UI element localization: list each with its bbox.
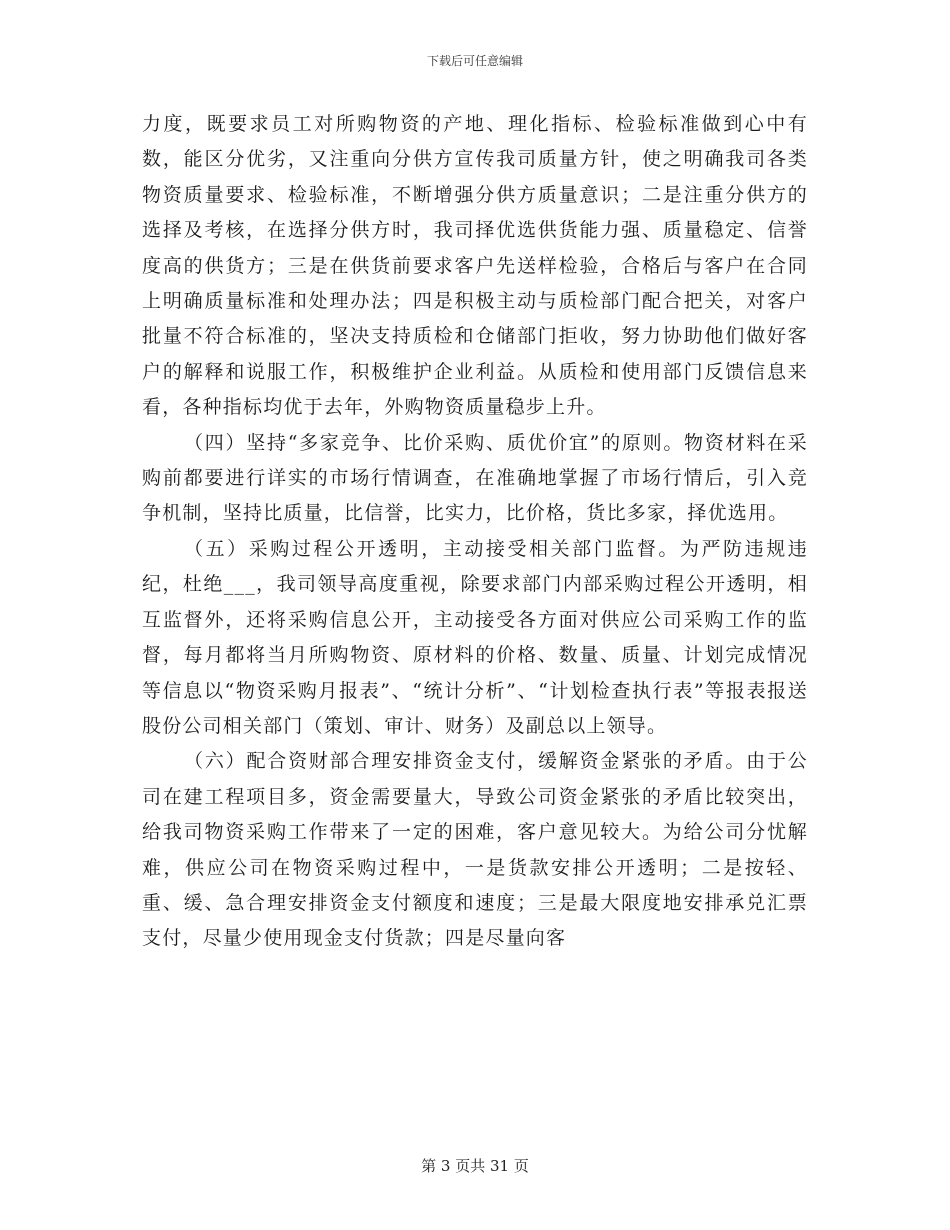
paragraph-continuation: 力度，既要求员工对所购物资的产地、理化指标、检验标准做到心中有数，能区分优劣，又注重向分供方宣传我司质量方针，使之明确我司各类物资质量要求、检验标准，不断增强分供方质量意识；二是注重分供方的选择及考核，在选择分供方时，我司择优选供货能力强、质量稳定、信誉度高的供货方；三是在供货前要求客户先送样检验，合格后与客户在合同上明确质量标准和处理办法；四是积极主动与质检部门配合把关，对客户批量不符合标准的，坚决支持质检和仓储部门拒收，努力协助他们做好客户的解释和说服工作，积极维护企业利益。从质检和使用部门反馈信息来看，各种指标均优于去年，外购物资质量稳步上升。 <box>142 113 808 419</box>
page-middle: 页共 <box>455 1157 486 1175</box>
page-prefix: 第 <box>421 1157 437 1175</box>
page-header: 下载后可任意编辑 <box>426 54 523 68</box>
paragraph-section-4: （四）坚持“多家竞争、比价采购、质优价宜”的原则。物资材料在采购前都要进行详实的市场行情调查，在准确地掌握了市场行情后，引入竞争机制，坚持比质量，比信誉，比实力，比价格，货比多家，择优选用。 <box>142 431 808 525</box>
page-total: 31 <box>490 1157 510 1175</box>
document-body <box>142 107 808 957</box>
paragraph-section-5: （五）采购过程公开透明，主动接受相关部门监督。为严防违规违纪，杜绝___，我司领导高度重视，除要求部门内部采购过程公开透明，相互监督外，还将采购信息公开，主动接受各方面对供应公司采购工作的监督，每月都将当月所购物资、原材料的价格、数量、质量、计划完成情况等信息以“物资采购月报表”、“统计分析”、“计划检查执行表”等报表报送股份公司相关部门（策划、审计、财务）及副总以上领导。 <box>142 537 808 737</box>
page-footer <box>0 1155 950 1176</box>
page-suffix: 页 <box>513 1157 529 1175</box>
paragraph-section-6: （六）配合资财部合理安排资金支付，缓解资金紧张的矛盾。由于公司在建工程项目多，资金需要量大，导致公司资金紧张的矛盾比较突出，给我司物资采购工作带来了一定的困难，客户意见较大。为给公司分忧解难，供应公司在物资采购过程中，一是货款安排公开透明；二是按轻、重、缓、急合理安排资金支付额度和速度；三是最大限度地安排承兑汇票支付，尽量少使用现金支付货款；四是尽量向客 <box>142 750 808 950</box>
page-number: 3 <box>440 1157 451 1175</box>
